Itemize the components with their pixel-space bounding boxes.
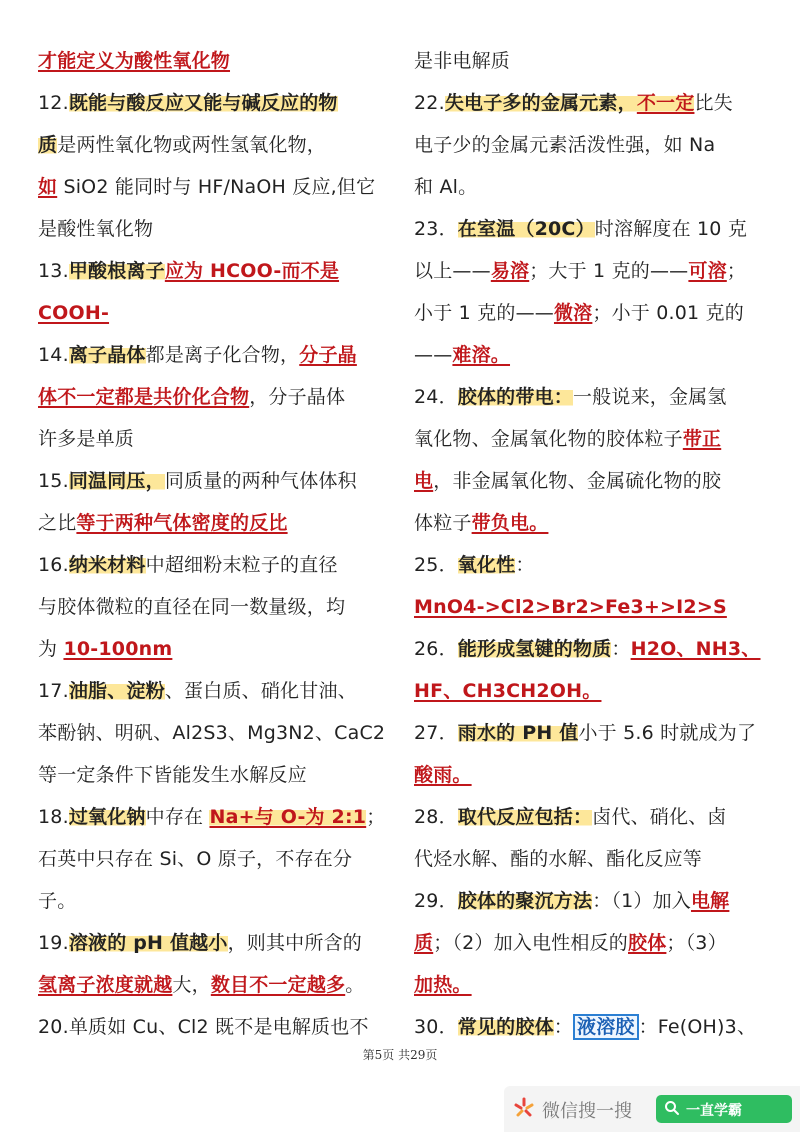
body-text: 大， (172, 974, 211, 996)
text-line (38, 1006, 396, 1048)
text-line (38, 502, 396, 544)
body-text: 以上—— (414, 260, 491, 282)
emphasis-text: 胶体 (628, 932, 667, 954)
body-text: 18. (38, 806, 69, 828)
emphasis-text: 氢离子浓度就越 (38, 974, 173, 996)
text-line (38, 586, 396, 628)
text-line (414, 712, 772, 754)
watermark-search-button[interactable] (656, 1095, 792, 1123)
body-text: ，分子晶体 (249, 386, 346, 408)
text-line (38, 796, 396, 838)
emphasis-text: 分子晶 (299, 344, 357, 366)
text-line (38, 40, 396, 82)
body-text: 小于 1 克的—— (414, 302, 554, 324)
body-text: 是酸性氧化物 (38, 218, 154, 240)
text-line (414, 418, 772, 460)
body-text: 14. (38, 344, 69, 366)
body-text: 20.单质如 Cu、Cl2 既不是电解质也不 (38, 1016, 369, 1038)
highlighted-term: 失电子多的金属元素， (444, 92, 637, 114)
body-text: 23． (414, 218, 458, 240)
text-line (38, 838, 396, 880)
body-text: 为 (38, 638, 64, 660)
emphasis-text: 加热。 (414, 974, 472, 996)
highlighted-term: 质 (38, 134, 58, 156)
emphasis-text: MnO4->Cl2>Br2>Fe3+>I2>S (414, 596, 727, 618)
body-text: 小于 5.6 时就成为了 (578, 722, 757, 744)
text-line (414, 754, 772, 796)
emphasis-text: 可溶 (688, 260, 727, 282)
emphasis-text: 带负电。 (471, 512, 549, 534)
highlighted-term: 常见的胶体 (457, 1016, 554, 1038)
text-line (38, 208, 396, 250)
highlighted-term: 既能与酸反应又能与碱反应的物 (68, 92, 338, 114)
text-line (38, 670, 396, 712)
body-text: 和 Al。 (414, 176, 478, 198)
body-text: 中超细粉末粒子的直径 (145, 554, 338, 576)
body-text: 氧化物、金属氧化物的胶体粒子 (414, 428, 683, 450)
body-text: ： (611, 638, 631, 660)
body-text: 、蛋白质、硝化甘油、 (164, 680, 357, 702)
text-line (38, 964, 396, 1006)
boxed-term: 液溶胶 (573, 1014, 639, 1040)
highlighted-term: 溶液的 pH 值越小 (68, 932, 228, 954)
highlighted-term: 甲酸根离子 (68, 260, 165, 282)
text-line (414, 544, 772, 586)
emphasis-text: 应为 HCOO-而不是 (164, 260, 340, 282)
text-line (38, 166, 396, 208)
text-line (414, 250, 772, 292)
text-line (414, 838, 772, 880)
emphasis-text: 质 (414, 932, 434, 954)
body-text: 中存在 (145, 806, 210, 828)
text-line (414, 334, 772, 376)
wechat-search-watermark (504, 1086, 800, 1132)
body-text: 15. (38, 470, 69, 492)
highlighted-term: 纳米材料 (68, 554, 146, 576)
highlighted-term: 在室温（20C） (457, 218, 595, 240)
text-line (38, 418, 396, 460)
text-line (414, 1006, 772, 1048)
text-line (38, 712, 396, 754)
left-column (38, 40, 396, 1048)
body-text: 是非电解质 (414, 50, 511, 72)
body-text: ；小于 0.01 克的 (592, 302, 744, 324)
body-text: 22. (414, 92, 445, 114)
emphasis-text: 微溶 (553, 302, 593, 324)
text-line (414, 166, 772, 208)
text-line (38, 334, 396, 376)
text-line (38, 628, 396, 670)
body-text: ；（3） (666, 932, 727, 954)
wechat-search-icon (512, 1096, 536, 1120)
text-line (38, 292, 396, 334)
emphasis-text: 电解 (690, 890, 730, 912)
text-line (414, 124, 772, 166)
watermark-text: 微信搜一搜 (542, 1101, 632, 1122)
emphasis-text: H2O、NH3、 (630, 638, 761, 660)
body-text: ； (726, 260, 746, 282)
text-line (38, 124, 396, 166)
body-text: 16. (38, 554, 69, 576)
body-text: 等一定条件下皆能发生水解反应 (38, 764, 307, 786)
body-text: 。 (345, 974, 365, 996)
emphasis-text: COOH- (38, 302, 110, 324)
text-line (38, 250, 396, 292)
body-text: 同质量的两种气体体积 (164, 470, 357, 492)
body-text: ；（2）加入电性相反的 (433, 932, 628, 954)
page-footer: 第5页 共29页 (362, 1048, 438, 1062)
text-line (414, 40, 772, 82)
highlighted-emphasis-text: Na+与 O-为 2:1 (209, 806, 367, 828)
highlighted-emphasis-text: 不一定 (636, 92, 695, 114)
body-text: 电子少的金属元素活泼性强，如 Na (414, 134, 716, 156)
body-text: 体粒子 (414, 512, 472, 534)
text-line (38, 754, 396, 796)
body-text: 一般说来，金属氢 (572, 386, 727, 408)
text-line (38, 922, 396, 964)
body-text: ： (515, 554, 535, 576)
body-text: 19. (38, 932, 69, 954)
body-text: ，非金属氧化物、金属硫化物的胶 (433, 470, 722, 492)
body-text: 卤代、硝化、卤 (592, 806, 727, 828)
body-text: ；大于 1 克的—— (529, 260, 689, 282)
body-text: 28． (414, 806, 458, 828)
body-text: 之比 (38, 512, 77, 534)
body-text: 29． (414, 890, 458, 912)
text-line (414, 82, 772, 124)
body-text: 是两性氧化物或两性氢氧化物， (57, 134, 327, 156)
highlighted-term: 能形成氢键的物质 (457, 638, 612, 660)
text-line (414, 922, 772, 964)
text-line (414, 460, 772, 502)
text-line (414, 292, 772, 334)
search-icon (664, 1100, 680, 1116)
body-text: ：（1）加入 (592, 890, 691, 912)
text-line (38, 376, 396, 418)
body-text: —— (414, 344, 453, 366)
body-text: 与胶体微粒的直径在同一数量级，均 (38, 596, 346, 618)
text-line (414, 670, 772, 712)
text-line (414, 880, 772, 922)
highlighted-term: 胶体的带电： (457, 386, 573, 408)
emphasis-text: 酸雨。 (414, 764, 472, 786)
body-text: 苯酚钠、明矾、Al2S3、Mg3N2、CaC2 (38, 722, 386, 744)
body-text: 30． (414, 1016, 458, 1038)
body-text: SiO2 能同时与 HF/NaOH 反应,但它 (57, 176, 376, 198)
text-line (414, 208, 772, 250)
body-text: ： (553, 1016, 573, 1038)
body-text: 时溶解度在 10 克 (594, 218, 748, 240)
text-line (414, 586, 772, 628)
watermark-button-label: 一直学霸 (686, 1103, 742, 1119)
highlighted-term: 胶体的聚沉方法 (457, 890, 593, 912)
highlighted-term: 过氧化钠 (68, 806, 146, 828)
body-text: 比失 (694, 92, 733, 114)
body-text: 13. (38, 260, 69, 282)
body-text: 石英中只存在 Si、O 原子，不存在分 (38, 848, 353, 870)
text-line (414, 502, 772, 544)
body-text: 代烃水解、酯的水解、酯化反应等 (414, 848, 703, 870)
body-text: 26． (414, 638, 458, 660)
emphasis-text: 难溶。 (452, 344, 511, 366)
body-text: 27． (414, 722, 458, 744)
highlighted-term: 雨水的 PH 值 (457, 722, 579, 744)
body-text: ：Fe(OH)3、 (638, 1016, 757, 1038)
body-text: 许多是单质 (38, 428, 135, 450)
body-text: 12. (38, 92, 69, 114)
body-text: ； (366, 806, 386, 828)
text-line (38, 82, 396, 124)
text-line (38, 460, 396, 502)
body-text: ，则其中所含的 (227, 932, 362, 954)
emphasis-text: 等于两种气体密度的反比 (76, 512, 288, 534)
emphasis-text: 如 (38, 176, 58, 198)
body-text: 都是离子化合物， (145, 344, 300, 366)
body-text: 子。 (38, 890, 77, 912)
body-text: 25． (414, 554, 458, 576)
emphasis-text: 数目不一定越多 (210, 974, 346, 996)
highlighted-term: 同温同压， (68, 470, 165, 492)
text-line (414, 628, 772, 670)
highlighted-term: 离子晶体 (68, 344, 146, 366)
text-line (38, 544, 396, 586)
emphasis-text: 带正 (682, 428, 722, 450)
highlighted-term: 取代反应包括： (457, 806, 593, 828)
emphasis-text: 电 (414, 470, 434, 492)
highlighted-term: 氧化性 (457, 554, 516, 576)
text-line (414, 964, 772, 1006)
text-line (414, 376, 772, 418)
text-line (38, 880, 396, 922)
emphasis-text: HF、CH3CH2OH。 (414, 680, 602, 702)
emphasis-text: 10-100nm (63, 638, 173, 660)
body-text: 24． (414, 386, 458, 408)
body-text: 17. (38, 680, 69, 702)
highlighted-term: 油脂、淀粉 (68, 680, 165, 702)
emphasis-text: 易溶 (490, 260, 530, 282)
text-line (414, 796, 772, 838)
emphasis-text: 体不一定都是共价化合物 (38, 386, 250, 408)
emphasis-text: 才能定义为酸性氧化物 (38, 50, 231, 72)
right-column (414, 40, 772, 1048)
